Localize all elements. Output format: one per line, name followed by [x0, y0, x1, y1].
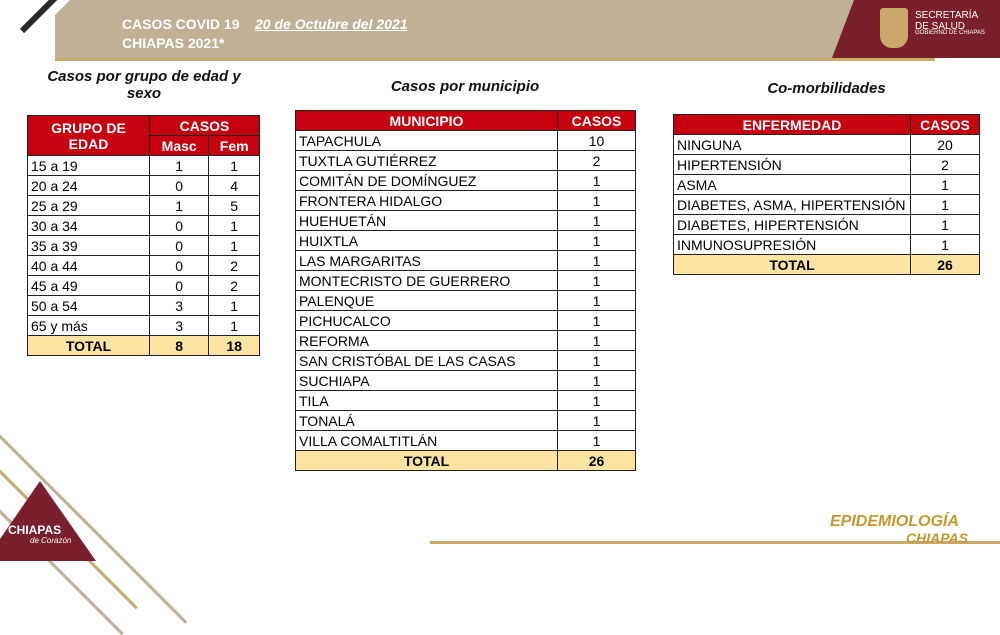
table-row	[296, 431, 636, 451]
chiapas-shield-icon	[880, 8, 908, 48]
age-group-cell: 20 a 24	[28, 176, 150, 196]
comorb-title: Co-morbilidades	[767, 80, 886, 97]
table-row	[296, 131, 636, 151]
casos-cell: 1	[558, 331, 636, 351]
table-row	[296, 251, 636, 271]
col-municipio-header: MUNICIPIO	[296, 111, 558, 131]
casos-cell: 2	[911, 155, 980, 175]
table-row	[296, 231, 636, 251]
casos-cell: 1	[911, 215, 980, 235]
fem-cell: 1	[209, 216, 260, 236]
col-casos-header: CASOS	[911, 115, 980, 135]
table-row	[28, 156, 260, 176]
total-masc: 8	[150, 336, 209, 356]
logo-text	[915, 10, 978, 32]
epidemiologia-logo-text: EPIDEMIOLOGÍA	[830, 513, 959, 530]
casos-cell: 20	[911, 135, 980, 155]
brand-subtext: de Corazón	[30, 536, 72, 545]
epidemiologia-logo-subtext: CHIAPAS	[906, 530, 968, 546]
table-row	[28, 276, 260, 296]
table-row	[674, 135, 980, 155]
logo-line3: GOBIERNO DE CHIAPAS	[915, 30, 985, 36]
municipio-cell: FRONTERA HIDALGO	[296, 191, 558, 211]
age-sex-table	[27, 115, 260, 356]
table-row	[296, 391, 636, 411]
casos-cell: 1	[911, 235, 980, 255]
logo-line2: DE SALUD	[915, 21, 966, 32]
fem-cell: 1	[209, 236, 260, 256]
municipio-cell: VILLA COMALTITLÁN	[296, 431, 558, 451]
enfermedad-cell: INMUNOSUPRESIÓN	[674, 235, 911, 255]
municipio-cell: REFORMA	[296, 331, 558, 351]
table-row	[296, 171, 636, 191]
logo-line1: SECRETARÍA	[915, 10, 979, 21]
table-row	[28, 176, 260, 196]
fem-cell: 1	[209, 156, 260, 176]
municipio-cell: LAS MARGARITAS	[296, 251, 558, 271]
age-group-cell: 30 a 34	[28, 216, 150, 236]
casos-cell: 1	[558, 191, 636, 211]
table-row	[296, 211, 636, 231]
masc-cell: 0	[150, 276, 209, 296]
table-row	[28, 196, 260, 216]
municipio-cell: SAN CRISTÓBAL DE LAS CASAS	[296, 351, 558, 371]
casos-cell: 10	[558, 131, 636, 151]
header-gold-line	[55, 58, 935, 61]
masc-cell: 3	[150, 316, 209, 336]
casos-cell: 1	[911, 175, 980, 195]
table-row	[28, 236, 260, 256]
municipio-cell: TUXTLA GUTIÉRREZ	[296, 151, 558, 171]
casos-cell: 1	[558, 231, 636, 251]
municipio-cell: TILA	[296, 391, 558, 411]
casos-cell: 1	[558, 371, 636, 391]
municipio-cell: COMITÁN DE DOMÍNGUEZ	[296, 171, 558, 191]
enfermedad-cell: DIABETES, HIPERTENSIÓN	[674, 215, 911, 235]
fem-cell: 1	[209, 316, 260, 336]
masc-cell: 0	[150, 216, 209, 236]
total-label: TOTAL	[28, 336, 150, 356]
enfermedad-cell: HIPERTENSIÓN	[674, 155, 911, 175]
casos-cell: 1	[558, 171, 636, 191]
municipio-cell: PALENQUE	[296, 291, 558, 311]
municipio-cell: HUEHUETÁN	[296, 211, 558, 231]
municipio-cell: MONTECRISTO DE GUERRERO	[296, 271, 558, 291]
casos-cell: 1	[558, 311, 636, 331]
table-row	[674, 155, 980, 175]
table-row	[674, 235, 980, 255]
masc-cell: 1	[150, 156, 209, 176]
casos-cell: 1	[558, 431, 636, 451]
header-date: 20 de Octubre del 2021	[255, 16, 408, 32]
header-title: CASOS COVID 19	[122, 16, 240, 32]
municipio-cell: TONALÁ	[296, 411, 558, 431]
col-group-header: GRUPO DE EDAD	[28, 116, 150, 156]
table-row	[28, 216, 260, 236]
casos-cell: 1	[558, 291, 636, 311]
table-row	[296, 271, 636, 291]
casos-cell: 1	[558, 411, 636, 431]
table-row	[296, 371, 636, 391]
casos-cell: 1	[558, 391, 636, 411]
age-group-cell: 45 a 49	[28, 276, 150, 296]
table-row	[296, 331, 636, 351]
municipio-cell: PICHUCALCO	[296, 311, 558, 331]
age-group-cell: 50 a 54	[28, 296, 150, 316]
casos-cell: 1	[558, 211, 636, 231]
fem-cell: 1	[209, 296, 260, 316]
casos-cell: 1	[911, 195, 980, 215]
casos-cell: 1	[558, 351, 636, 371]
masc-cell: 0	[150, 236, 209, 256]
municipio-cell: SUCHIAPA	[296, 371, 558, 391]
age-sex-title: Casos por grupo de edad y sexo	[47, 68, 241, 102]
age-group-cell: 25 a 29	[28, 196, 150, 216]
casos-cell: 1	[558, 271, 636, 291]
age-group-cell: 40 a 44	[28, 256, 150, 276]
comorb-table	[673, 114, 980, 275]
fem-cell: 2	[209, 276, 260, 296]
total-label: TOTAL	[296, 451, 558, 471]
table-row	[296, 311, 636, 331]
total-label: TOTAL	[674, 255, 911, 275]
table-row	[296, 191, 636, 211]
table-row	[28, 256, 260, 276]
corner-cut	[0, 0, 70, 70]
age-group-cell: 15 a 19	[28, 156, 150, 176]
total-value: 26	[911, 255, 980, 275]
col-masc-header: Masc	[150, 136, 209, 156]
fem-cell: 4	[209, 176, 260, 196]
enfermedad-cell: ASMA	[674, 175, 911, 195]
col-enfermedad-header: ENFERMEDAD	[674, 115, 911, 135]
table-row	[296, 291, 636, 311]
municipio-cell: TAPACHULA	[296, 131, 558, 151]
masc-cell: 0	[150, 256, 209, 276]
table-row	[28, 296, 260, 316]
fem-cell: 2	[209, 256, 260, 276]
fem-cell: 5	[209, 196, 260, 216]
masc-cell: 0	[150, 176, 209, 196]
enfermedad-cell: DIABETES, ASMA, HIPERTENSIÓN	[674, 195, 911, 215]
masc-cell: 1	[150, 196, 209, 216]
col-casos-header: CASOS	[558, 111, 636, 131]
header-subtitle: CHIAPAS 2021*	[122, 35, 225, 51]
table-row	[296, 411, 636, 431]
brand-text: CHIAPAS	[8, 523, 62, 537]
age-group-cell: 65 y más	[28, 316, 150, 336]
municipio-table	[295, 110, 636, 471]
col-fem-header: Fem	[209, 136, 260, 156]
col-cases-header: CASOS	[150, 116, 260, 136]
casos-cell: 1	[558, 251, 636, 271]
age-group-cell: 35 a 39	[28, 236, 150, 256]
enfermedad-cell: NINGUNA	[674, 135, 911, 155]
total-fem: 18	[209, 336, 260, 356]
table-row	[296, 151, 636, 171]
table-row	[674, 195, 980, 215]
table-row	[674, 175, 980, 195]
table-row	[296, 351, 636, 371]
table-row	[28, 316, 260, 336]
municipio-title: Casos por municipio	[390, 78, 540, 95]
masc-cell: 3	[150, 296, 209, 316]
table-row	[674, 215, 980, 235]
total-value: 26	[558, 451, 636, 471]
municipio-cell: HUIXTLA	[296, 231, 558, 251]
casos-cell: 2	[558, 151, 636, 171]
